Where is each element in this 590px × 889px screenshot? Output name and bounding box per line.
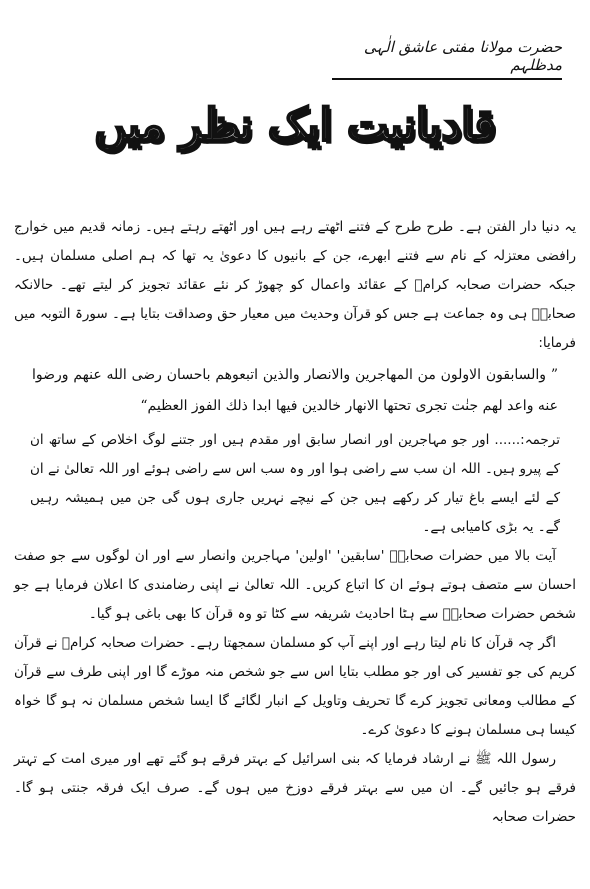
article-body — [14, 213, 576, 832]
article-title: قادیانیت ایک نظر میں — [94, 100, 496, 151]
hadith-paragraph: رسول اللہ ﷺ نے ارشاد فرمایا کہ بنی اسرائیل کے بہتر فرقے ہو گئے تھے اور میری امت کے تہتر فرقے ہو جائیں گے۔ ان میں سے بہتر فرقے دوزخ میں ہوں گے۔ صرف ایک فرقہ جنتی ہو گا۔ حضرات صحابہ — [14, 751, 576, 825]
tafsir-paragraph: اگر چہ قرآن کا نام لیتا رہے اور اپنے آپ کو مسلمان سمجھتا رہے۔ حضرات صحابہ کرامؓ نے قرآن کریم کی جو تفسیر کی اور جو مطلب بتایا اس سے جو شخص منہ موڑے گا اور اپنی طرف سے قرآن کے مطالب ومعانی تجویز کرے گا تحریف وتاویل کے انبار لگائے گا ایسا شخص مسلمان نہ ہو گا خواہ کیسا ہی مسلمان ہونے کا دعویٰ کرے۔ — [14, 635, 576, 738]
intro-paragraph: یہ دنیا دار الفتن ہے۔ طرح طرح کے فتنے اٹھتے رہے ہیں اور اٹھتے رہتے ہیں۔ زمانہ قدیم میں خوارج رافضی معتزلہ کے نام سے فتنے ابھرے، جن کے بانیوں کا دعویٰ یہ تھا کہ ہم اصلی مسلمان ہیں۔ جبکہ حضرات صحابہ کرامؓ کے عقائد واعمال کو چھوڑ کر نئے عقائد تجویز کر لیتے تھے۔ حالانکہ صحابہؓ ہی وہ جماعت ہے جس کو قرآن وحدیث میں معیار حق وصداقت بتایا ہے۔ سورۃ التوبہ میں فرمایا: — [14, 219, 576, 351]
title-block — [0, 100, 590, 151]
commentary-paragraph: آیت بالا میں حضرات صحابہؓ 'سابقین' 'اولین' مہاجرین وانصار سے اور ان لوگوں سے جو صفت احسان سے متصف ہوتے ہوئے ان کا اتباع کریں۔ اللہ تعالیٰ نے اپنی رضامندی کا اعلان فرمایا ہے جو شخص حضرات صحابہؓ سے ہٹا احادیث شریفہ سے کٹا تو وہ قرآن کا بھی باغی ہو گیا۔ — [14, 548, 576, 622]
author-byline: حضرت مولانا مفتی عاشق الٰہی مدظلہم — [332, 38, 562, 80]
quran-verse: ” والسابقون الاولون من المهاجرين والانصار والذين اتبعوهم باحسان رضى الله عنهم ورضوا عنه واعد لهم جنٰت تجرى تحتها الانهار خالدين فيها ابدا ذلك الفوز العظيم“ — [32, 367, 558, 414]
verse-translation: ترجمہ:...... اور جو مہاجرین اور انصار سابق اور مقدم ہیں اور جتنے لوگ اخلاص کے ساتھ ان کے پیرو ہیں۔ اللہ ان سب سے راضی ہوا اور وہ سب اس سے راضی ہوئے اور اللہ تعالیٰ نے ان کے لئے ایسے باغ تیار کر رکھے ہیں جن کے نیچے نہریں جاری ہوں گی جن میں ہمیشہ رہیں گے۔ یہ بڑی کامیابی ہے۔ — [30, 432, 560, 535]
